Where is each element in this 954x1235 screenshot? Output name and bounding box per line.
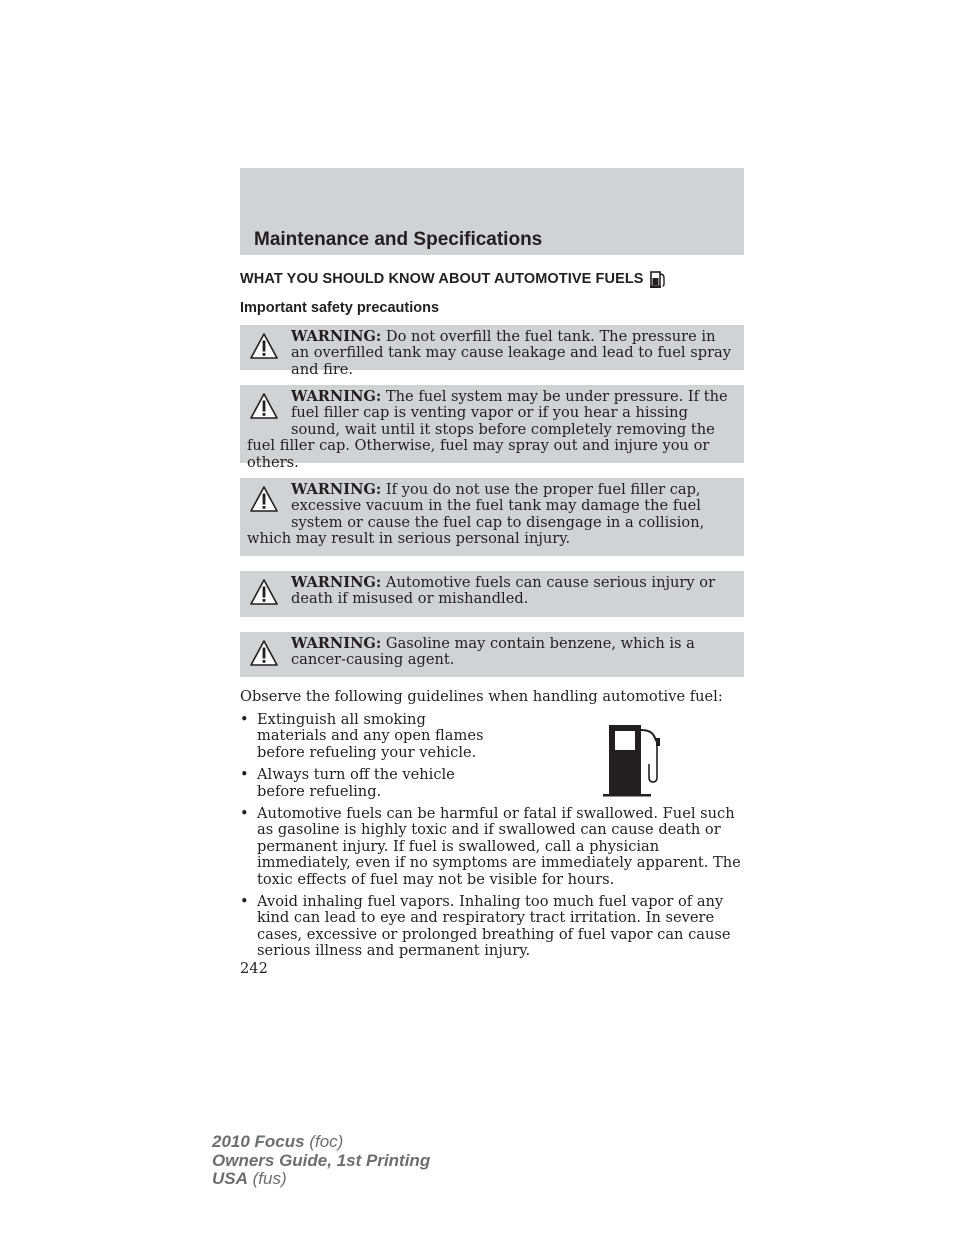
guidelines-list — [240, 712, 744, 966]
warning-triangle-icon — [249, 639, 279, 667]
warning-text: If you do not use the proper fuel filler cap, excessive vacuum in the fuel tank may damage the fuel system or cause the fuel cap to disengage in a collision, which may result in serious personal injury. — [247, 481, 705, 548]
header-band — [240, 168, 744, 255]
warning-triangle-icon — [249, 392, 279, 420]
list-item: • Avoid inhaling fuel vapors. Inhaling too much fuel vapor of any kind can lead to eye and respiratory tract irritation. In severe cases, excessive or prolonged breathing of fuel vapor can cause serious illness and permanent injury. — [240, 894, 744, 960]
warning-label: WARNING: — [291, 481, 382, 498]
warning-triangle-icon — [249, 485, 279, 513]
warning-box-1 — [240, 325, 744, 378]
warning-box-4 — [240, 571, 744, 617]
footer: 2010 Focus (foc) Owners Guide, 1st Printing USA (fus) — [212, 1132, 431, 1188]
section-heading-text: WHAT YOU SHOULD KNOW ABOUT AUTOMOTIVE FUELS — [240, 271, 644, 287]
page-number: 242 — [240, 960, 268, 977]
list-item: • Automotive fuels can be harmful or fatal if swallowed. Fuel such as gasoline is highly toxic and if swallowed can cause death or permanent injury. If fuel is swallowed, call a physician immediately, even if no symptoms are immediately apparent. The toxic effects of fuel may not be visible for hours. — [240, 806, 744, 888]
warning-box-5 — [240, 632, 744, 677]
page-title: Maintenance and Specifications — [254, 229, 543, 250]
warning-text: Automotive fuels can cause serious injury or death if misused or mishandled. — [291, 574, 716, 608]
warning-label: WARNING: — [291, 635, 382, 652]
section-heading — [240, 269, 667, 289]
fuel-pump-illustration-icon — [602, 722, 664, 798]
warning-label: WARNING: — [291, 388, 382, 405]
warning-triangle-icon — [249, 578, 279, 606]
warning-box-3 — [240, 478, 744, 556]
warning-box-2 — [240, 385, 744, 471]
warning-text: Do not overfill the fuel tank. The pressure in an overfilled tank may cause leakage and lead to fuel spray and fire. — [291, 328, 731, 378]
fuel-pump-icon — [649, 269, 667, 289]
warning-triangle-icon — [249, 332, 279, 360]
warning-label: WARNING: — [291, 328, 382, 345]
list-item: • Extinguish all smoking materials and any open flames before refueling your vehicle. — [240, 712, 744, 761]
warning-label: WARNING: — [291, 574, 382, 591]
intro-text: Observe the following guidelines when handling automotive fuel: — [240, 688, 723, 705]
warning-text: Gasoline may contain benzene, which is a cancer-causing agent. — [291, 635, 695, 669]
list-item: • Always turn off the vehicle before refueling. — [240, 767, 744, 800]
sub-heading: Important safety precautions — [240, 300, 440, 316]
warning-text: The fuel system may be under pressure. If the fuel filler cap is venting vapor or if you hear a hissing sound, wait until it stops before completely removing the fuel filler cap. Otherwise, fuel may spray out and injure you or others. — [247, 388, 728, 471]
